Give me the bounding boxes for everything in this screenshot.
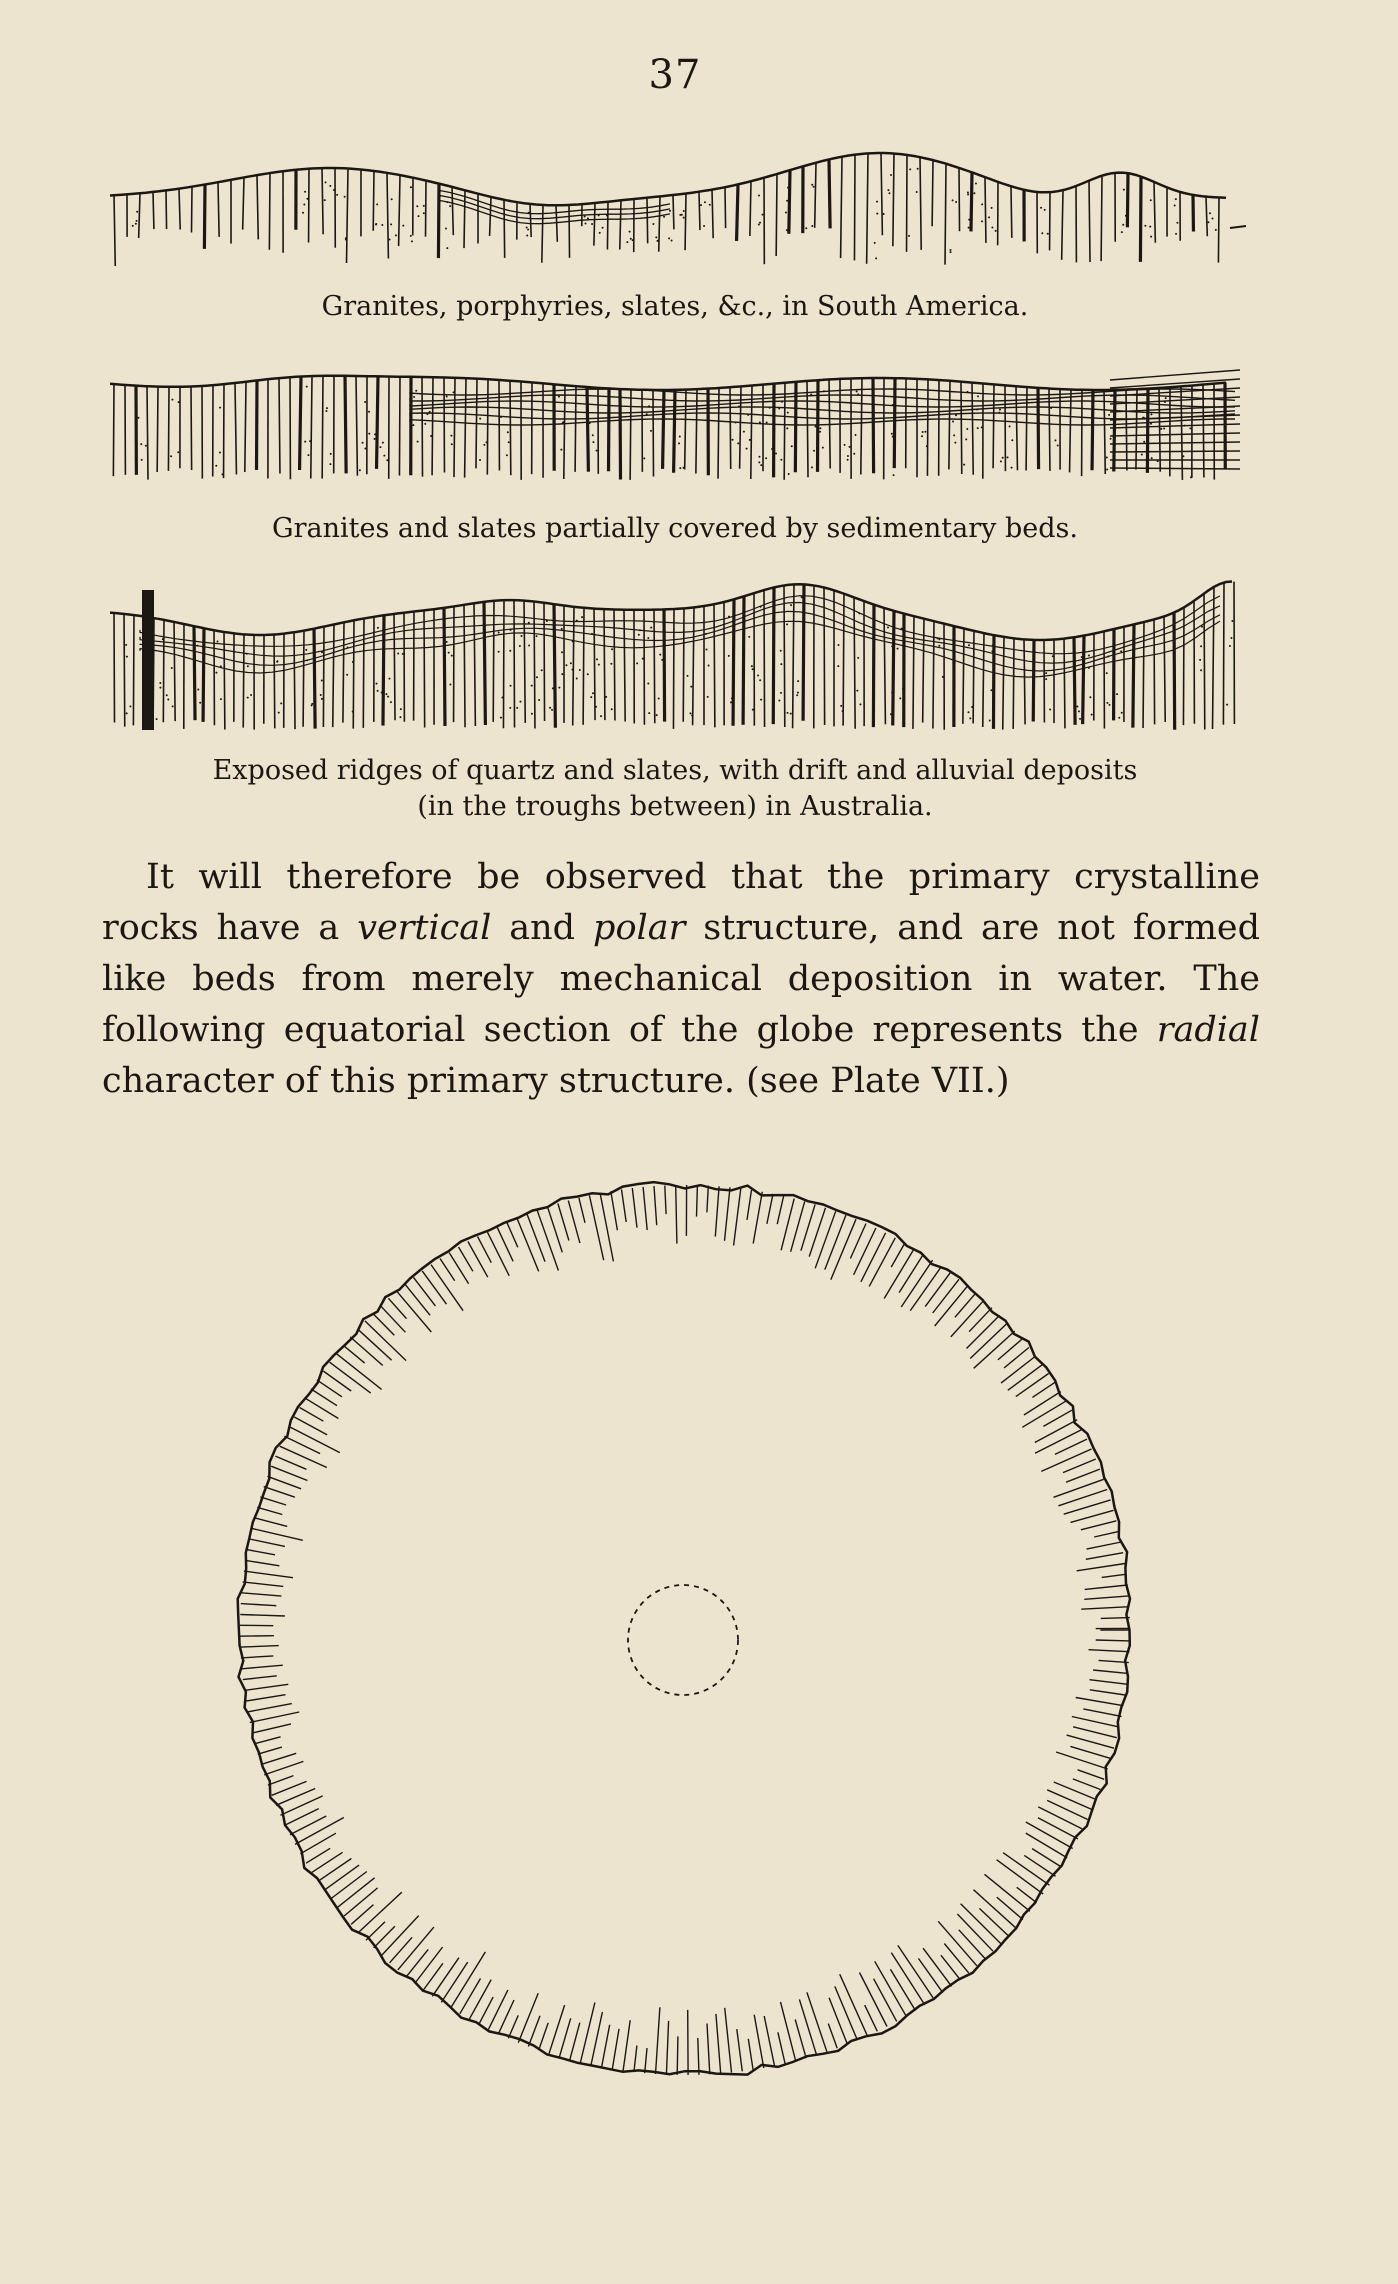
figure-caption-south-america: Granites, porphyries, slates, &c., in South America. [321,291,1029,322]
emphasis-radial: radial [1156,1010,1260,1050]
page-number: 37 [648,52,702,98]
figure-caption-partial-cover: Granites and slates partially covered by sedimentary beds. [272,513,1078,544]
figure-caption-australia-line2: (in the troughs between) in Australia. [417,791,933,822]
body-text-part-2: and [491,908,594,948]
body-text-part-1: It will therefore be observed that the primary crystalline rocks have a [102,857,1260,948]
section-drawing-south-america [110,138,1250,278]
figure-partial-cover [110,362,1250,492]
emphasis-vertical: vertical [357,908,492,948]
globe-equatorial-section [205,1150,1165,2114]
figure-australia [110,570,1250,740]
section-drawing-australia [110,570,1250,740]
body-text-part-4: character of this primary structure. (see Plate VII.) [102,1061,1010,1101]
body-paragraph [102,852,1260,1107]
section-drawing-partial-cover [110,362,1250,492]
figure-caption-australia-line1: Exposed ridges of quartz and slates, with drift and alluvial deposits [212,755,1138,786]
body-text-part-3: structure, and are not formed like beds from merely mechanical deposition in water. The following equatorial section of the globe represents the [102,908,1260,1050]
globe-drawing [205,1150,1165,2110]
emphasis-polar: polar [593,908,686,948]
figure-south-america [110,138,1250,278]
